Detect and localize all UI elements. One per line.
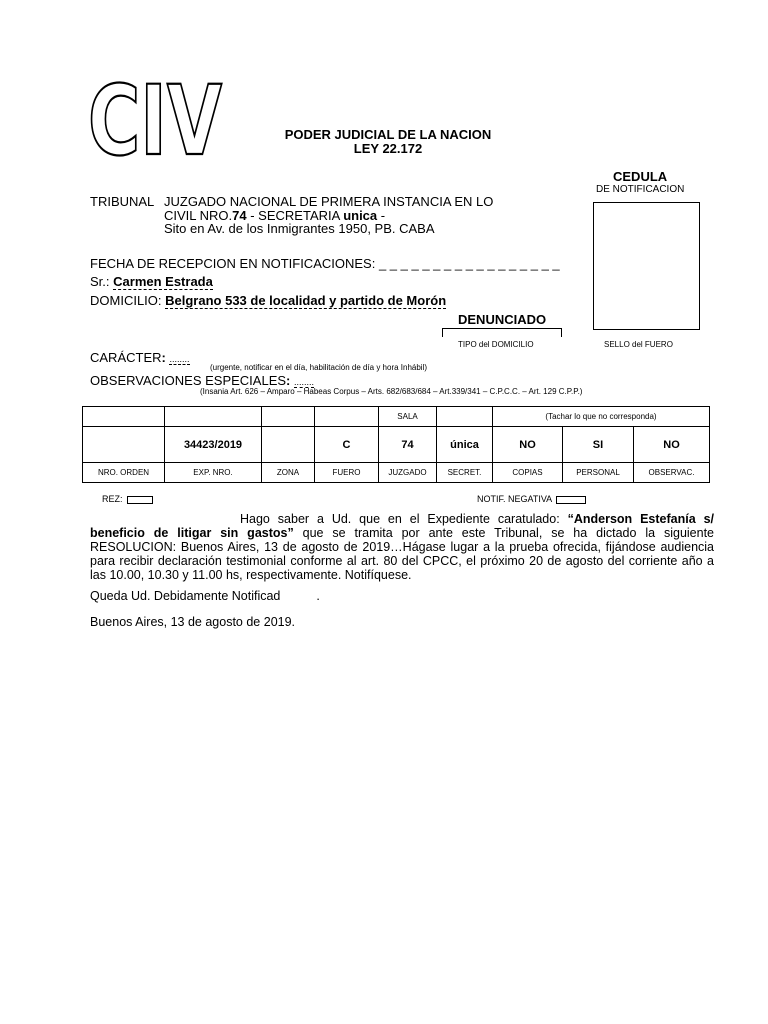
tribunal-label: TRIBUNAL [90, 194, 155, 209]
civ-logo-text: CIV [88, 65, 222, 177]
cedula-title: CEDULA [613, 169, 668, 184]
expediente-table [82, 406, 710, 483]
notificado-line [90, 589, 320, 603]
secretaria-value: unica [343, 208, 378, 223]
domicilio-value: Belgrano 533 de localidad y partido de Morón [165, 293, 447, 308]
resolution-paragraph [90, 512, 714, 582]
paragraph-intro: Hago saber a Ud. que en el Expediente caratulado: [240, 512, 568, 526]
seal-box [593, 202, 700, 330]
seal-label: SELLO del FUERO [604, 340, 673, 349]
sr-row [90, 274, 213, 289]
secret-header: SECRET. [437, 463, 493, 483]
notif-negativa-checkbox[interactable] [556, 496, 586, 504]
juzgado-header: JUZGADO [379, 463, 437, 483]
tribunal-line1: JUZGADO NACIONAL DE PRIMERA INSTANCIA EN LO [164, 194, 494, 209]
nro-orden-header: NRO. ORDEN [83, 463, 165, 483]
copias-header: COPIAS [493, 463, 563, 483]
sala-header: SALA [379, 407, 437, 427]
rez-label: REZ: [102, 494, 123, 504]
table-blank-cell [262, 407, 315, 427]
sr-value: Carmen Estrada [113, 274, 213, 289]
nro-orden-value [83, 427, 165, 463]
caracter-colon: : [161, 350, 166, 365]
notif-negativa-label: NOTIF. NEGATIVA [477, 494, 553, 504]
observac-value: NO [634, 427, 710, 463]
table-blank-cell [437, 407, 493, 427]
tipo-domicilio-value: DENUNCIADO [458, 312, 547, 327]
tribunal-address: Sito en Av. de los Inmigrantes 1950, PB. CABA [164, 221, 435, 236]
fuero-header: FUERO [315, 463, 379, 483]
zona-value [262, 427, 315, 463]
observaciones-label: OBSERVACIONES ESPECIALES [90, 373, 287, 388]
observaciones-row [90, 373, 314, 388]
observac-header: OBSERVAC. [634, 463, 710, 483]
tribunal-secretaria-label: - SECRETARIA [246, 208, 344, 223]
fuero-value: C [315, 427, 379, 463]
notif-negativa-row [477, 494, 586, 504]
observaciones-blank: ........ [294, 377, 315, 387]
rez-checkbox[interactable] [127, 496, 153, 504]
exp-nro-value: 34423/2019 [165, 427, 262, 463]
juzgado-number: 74 [232, 208, 247, 223]
table-blank-cell [83, 407, 165, 427]
zona-header: ZONA [262, 463, 315, 483]
header-title: PODER JUDICIAL DE LA NACION [284, 127, 492, 142]
notificado-text: Queda Ud. Debidamente Notificad [90, 589, 281, 603]
observaciones-colon: : [286, 373, 291, 388]
domicilio-label: DOMICILIO: [90, 293, 162, 308]
caratula: “Anderson Estefanía s/ beneficio de litigar sin gastos” [90, 512, 714, 540]
caracter-blank: ........ [169, 354, 190, 364]
rez-row [102, 494, 153, 504]
personal-value: SI [563, 427, 634, 463]
sr-label: Sr.: [90, 274, 110, 289]
table-blank-cell [165, 407, 262, 427]
exp-nro-header: EXP. NRO. [165, 463, 262, 483]
tribunal-civil: CIVIL NRO. [164, 208, 233, 223]
domicilio-row [90, 293, 446, 308]
notificado-dot: . [316, 589, 320, 603]
tachar-header: (Tachar lo que no corresponda) [493, 407, 710, 427]
caracter-row [90, 350, 190, 365]
header-law: LEY 22.172 [353, 141, 423, 156]
tribunal-dash: - [377, 208, 386, 223]
paragraph-resolution: que se tramita por ante este Tribunal, se ha dictado la siguiente RESOLUCION: Buenos Aires, 13 de agosto de 2019…Hágase lugar a la prueba ofrecida, fijándose audiencia para recibir declaración testimonial conforme al art. 80 del CPCC, el próximo 20 de agosto del corriente año a las 10.00, 10.30 y 11.00 hs, respectivamente. Notifíquese. [90, 526, 714, 582]
juzgado-value: 74 [379, 427, 437, 463]
cedula-subtitle: DE NOTIFICACION [596, 184, 685, 195]
secret-value: única [437, 427, 493, 463]
fecha-label: FECHA DE RECEPCION EN NOTIFICACIONES: [90, 256, 376, 271]
fecha-blanks: _ _ _ _ _ _ _ _ _ _ _ _ _ _ _ _ _ [378, 256, 560, 271]
observaciones-note: (Insania Art. 626 – Amparo – Habeas Corpus – Arts. 682/683/684 – Art.339/341 – C.P.C.C. – Art. 129 C.P.P.) [200, 387, 583, 396]
caracter-label: CARÁCTER [90, 350, 162, 365]
copias-value: NO [493, 427, 563, 463]
personal-header: PERSONAL [563, 463, 634, 483]
signature-date: Buenos Aires, 13 de agosto de 2019. [90, 615, 296, 629]
tipo-domicilio-bracket [442, 328, 562, 337]
table-blank-cell [315, 407, 379, 427]
caracter-note: (urgente, notificar en el día, habilitación de día y hora Inhábil) [210, 363, 428, 372]
tipo-domicilio-label: TIPO del DOMICILIO [458, 340, 534, 349]
fecha-recepcion [90, 256, 560, 271]
